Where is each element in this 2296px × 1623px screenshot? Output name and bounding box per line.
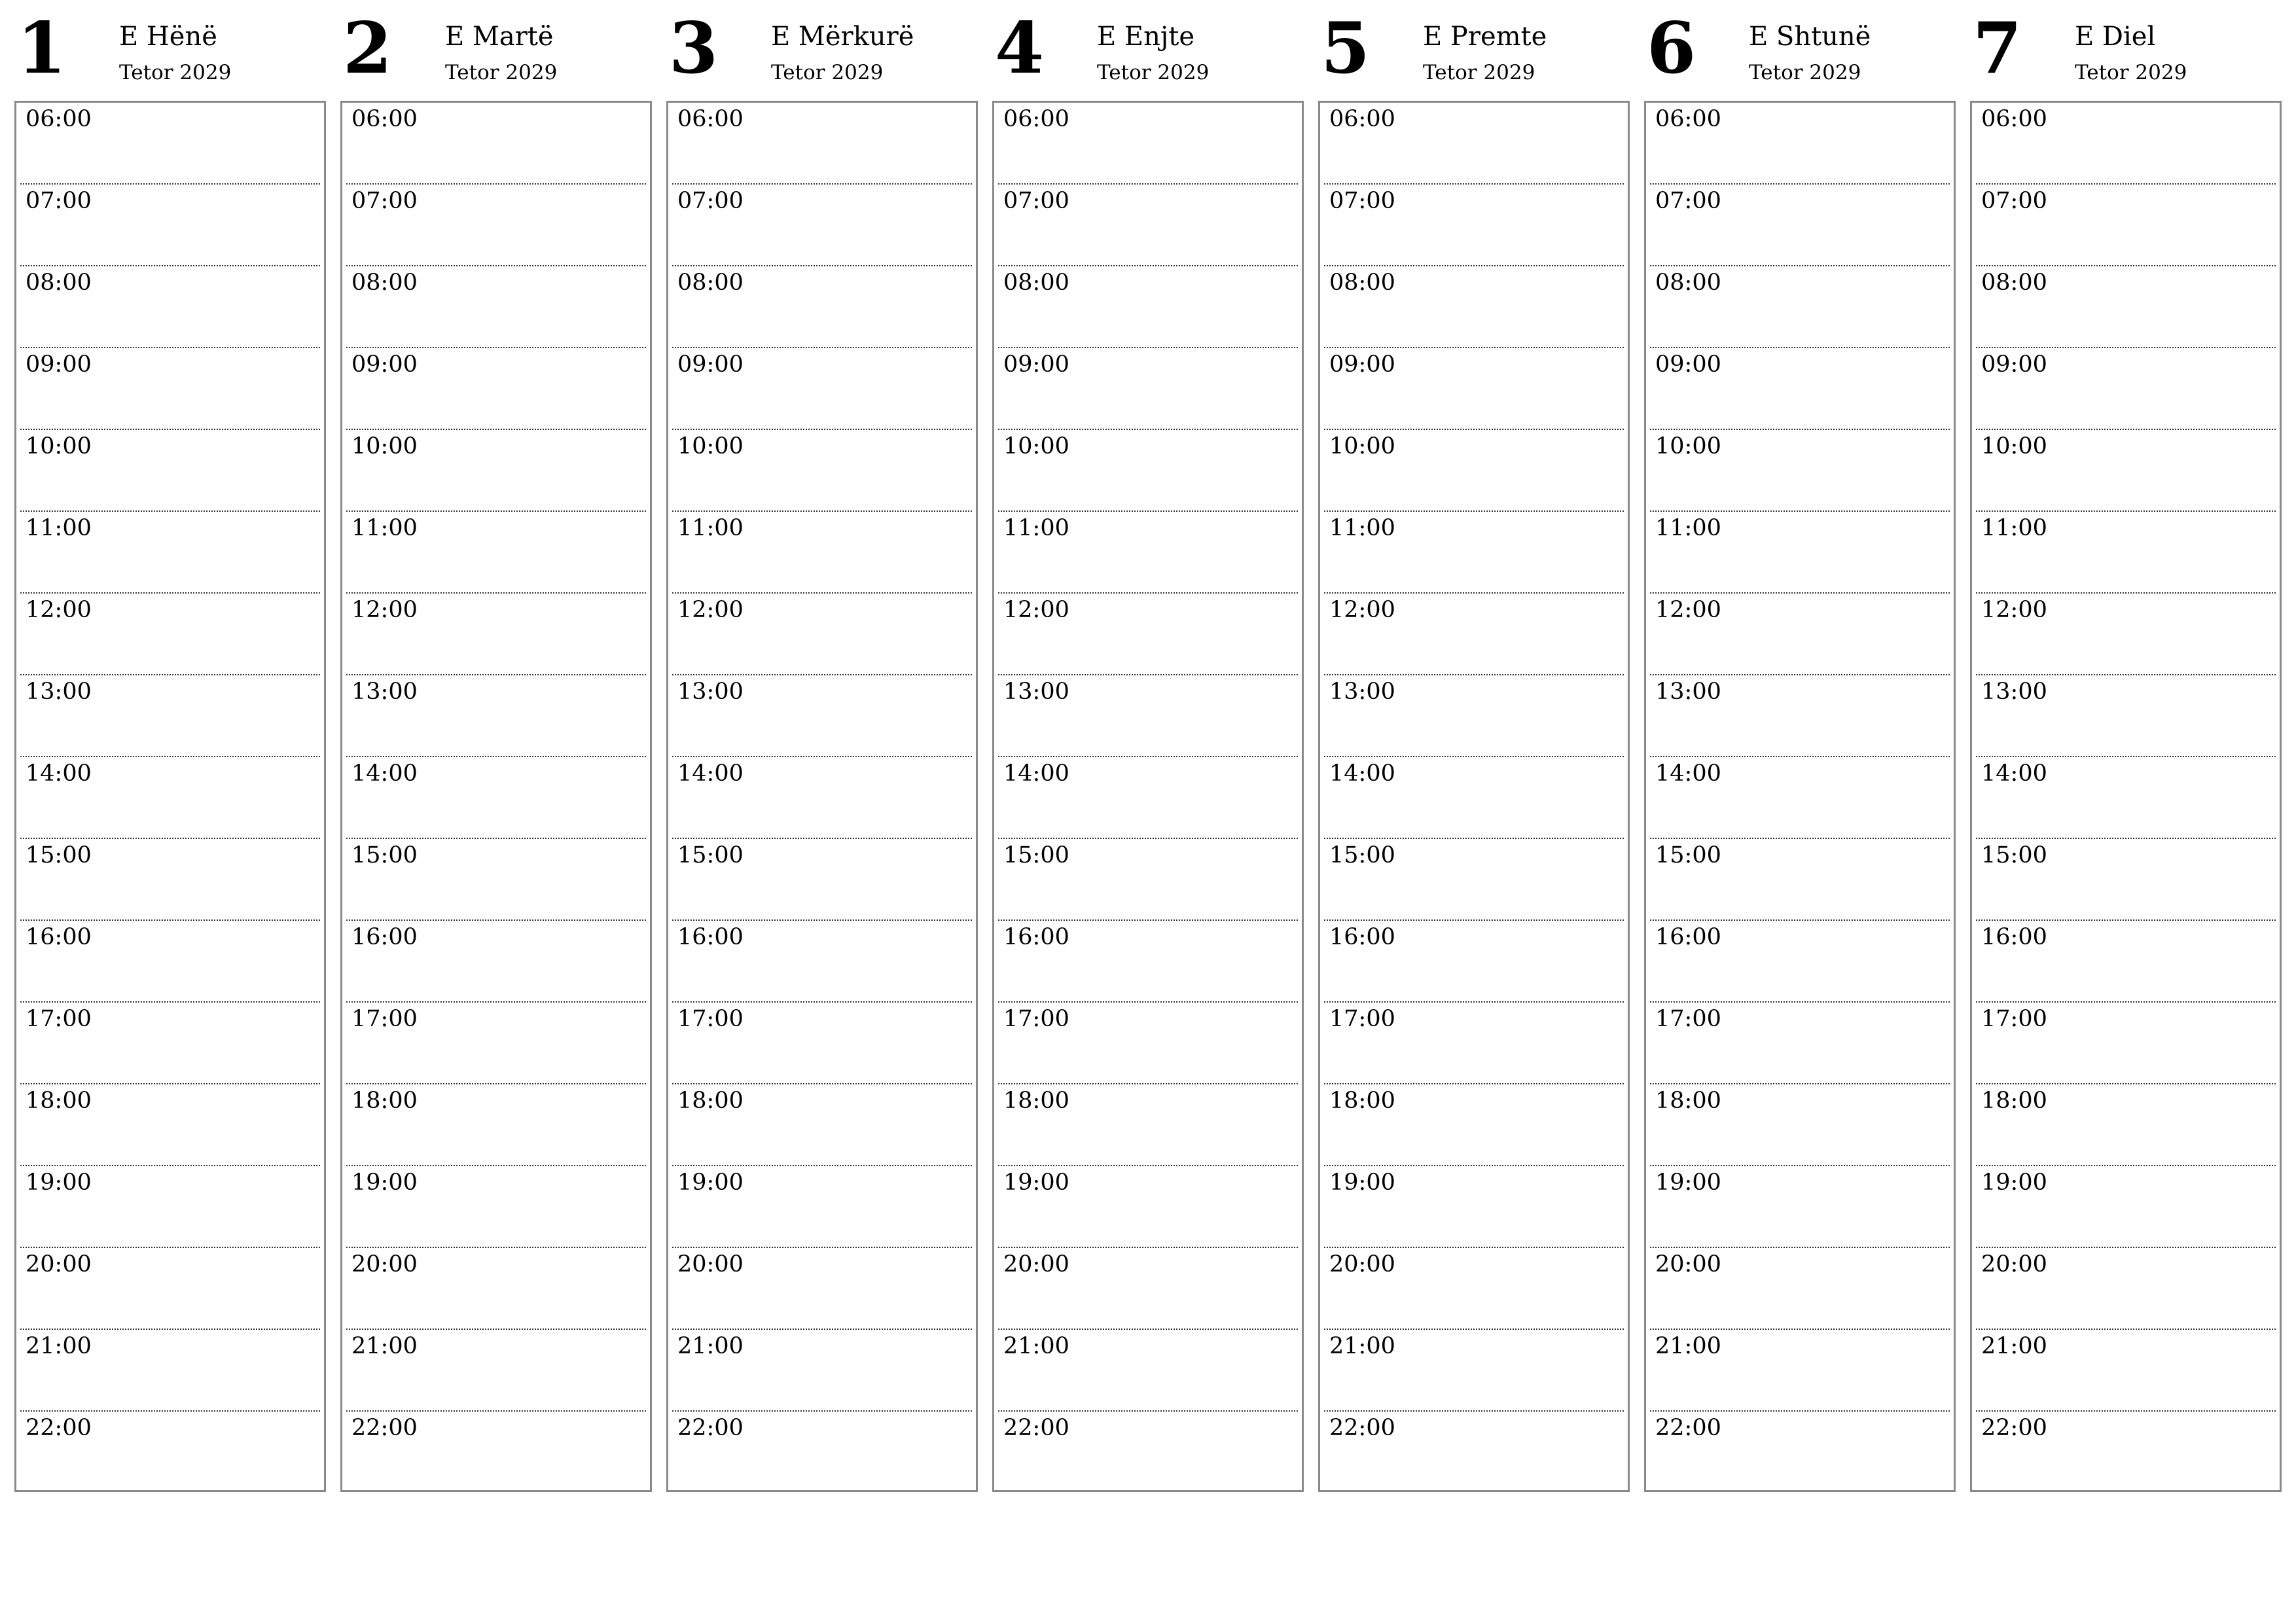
- time-label: 08:00: [1655, 270, 1721, 296]
- time-label: 17:00: [1329, 1006, 1395, 1032]
- time-slot[interactable]: [1650, 1003, 1950, 1084]
- time-slot[interactable]: [1650, 1084, 1950, 1166]
- time-slot[interactable]: [672, 839, 972, 921]
- day-month: Tetor 2029: [771, 61, 884, 84]
- schedule-box: [1644, 101, 1956, 1492]
- time-label: 19:00: [1655, 1169, 1721, 1196]
- day-name: E Martë: [445, 22, 554, 52]
- time-label: 21:00: [1003, 1333, 1069, 1359]
- time-label: 15:00: [1003, 842, 1069, 868]
- time-label: 20:00: [1981, 1251, 2047, 1277]
- time-slot[interactable]: [998, 1003, 1298, 1084]
- day-month: Tetor 2029: [1423, 61, 1535, 84]
- day-month: Tetor 2029: [119, 61, 232, 84]
- time-slot[interactable]: [672, 675, 972, 757]
- time-label: 14:00: [1003, 760, 1069, 787]
- time-label: 13:00: [1655, 679, 1721, 705]
- time-label: 20:00: [677, 1251, 744, 1277]
- time-label: 16:00: [1655, 924, 1721, 950]
- time-label: 20:00: [26, 1251, 92, 1277]
- time-slot[interactable]: [1650, 675, 1950, 757]
- time-slot[interactable]: [1324, 1084, 1624, 1166]
- time-slot[interactable]: [998, 1166, 1298, 1248]
- time-label: 21:00: [677, 1333, 744, 1359]
- time-slot[interactable]: [1324, 1412, 1624, 1493]
- day-number: 1: [17, 7, 67, 90]
- time-slot[interactable]: [998, 512, 1298, 594]
- time-label: 08:00: [26, 270, 92, 296]
- time-label: 15:00: [26, 842, 92, 868]
- time-label: 08:00: [1981, 270, 2047, 296]
- time-label: 14:00: [1981, 760, 2047, 787]
- time-label: 16:00: [1981, 924, 2047, 950]
- time-slot[interactable]: [1976, 430, 2276, 512]
- time-slot[interactable]: [998, 1412, 1298, 1493]
- time-label: 22:00: [351, 1415, 418, 1441]
- day-header: [340, 0, 653, 101]
- time-label: 09:00: [26, 351, 92, 378]
- time-slot[interactable]: [1324, 266, 1624, 348]
- time-label: 07:00: [1003, 188, 1069, 214]
- time-label: 12:00: [1981, 597, 2047, 623]
- time-label: 14:00: [26, 760, 92, 787]
- time-label: 20:00: [1003, 1251, 1069, 1277]
- time-label: 21:00: [1655, 1333, 1721, 1359]
- time-slot[interactable]: [1650, 757, 1950, 839]
- time-slot[interactable]: [1650, 185, 1950, 266]
- time-label: 17:00: [351, 1006, 418, 1032]
- day-column: [1318, 0, 1631, 1441]
- day-header: [1318, 0, 1631, 101]
- time-slot[interactable]: [346, 757, 646, 839]
- time-slot[interactable]: [20, 1412, 320, 1493]
- time-label: 07:00: [26, 188, 92, 214]
- time-label: 07:00: [1655, 188, 1721, 214]
- time-slot[interactable]: [672, 266, 972, 348]
- time-slot[interactable]: [1324, 1330, 1624, 1412]
- time-label: 11:00: [351, 515, 418, 541]
- time-slot[interactable]: [1650, 1248, 1950, 1330]
- time-slot[interactable]: [998, 1248, 1298, 1330]
- time-label: 09:00: [1329, 351, 1395, 378]
- time-slot[interactable]: [1650, 512, 1950, 594]
- time-label: 11:00: [26, 515, 92, 541]
- time-slot[interactable]: [1976, 266, 2276, 348]
- time-slot[interactable]: [1650, 266, 1950, 348]
- time-label: 11:00: [1981, 515, 2047, 541]
- time-slot[interactable]: [998, 675, 1298, 757]
- time-slot[interactable]: [346, 1003, 646, 1084]
- time-slot[interactable]: [1976, 348, 2276, 430]
- time-slot[interactable]: [672, 348, 972, 430]
- time-slot[interactable]: [346, 1412, 646, 1493]
- time-label: 17:00: [1981, 1006, 2047, 1032]
- time-slot[interactable]: [1324, 839, 1624, 921]
- time-label: 10:00: [351, 433, 418, 459]
- time-slot[interactable]: [998, 1084, 1298, 1166]
- time-label: 18:00: [26, 1088, 92, 1114]
- time-label: 08:00: [351, 270, 418, 296]
- day-name: E Premte: [1423, 22, 1547, 52]
- time-label: 10:00: [1003, 433, 1069, 459]
- time-slot[interactable]: [1650, 430, 1950, 512]
- time-slot[interactable]: [1650, 348, 1950, 430]
- time-slot[interactable]: [1976, 921, 2276, 1003]
- time-slot[interactable]: [20, 675, 320, 757]
- time-label: 14:00: [1329, 760, 1395, 787]
- time-slot[interactable]: [998, 103, 1298, 185]
- time-label: 06:00: [26, 106, 92, 132]
- day-number: 5: [1321, 7, 1371, 90]
- time-slot[interactable]: [20, 757, 320, 839]
- schedule-box: [1318, 101, 1630, 1492]
- time-slot[interactable]: [672, 103, 972, 185]
- time-slot[interactable]: [1976, 1412, 2276, 1493]
- time-slot[interactable]: [346, 675, 646, 757]
- time-slot[interactable]: [672, 921, 972, 1003]
- time-label: 06:00: [1003, 106, 1069, 132]
- time-label: 11:00: [1329, 515, 1395, 541]
- time-label: 19:00: [26, 1169, 92, 1196]
- time-slot[interactable]: [20, 103, 320, 185]
- time-slot[interactable]: [1324, 921, 1624, 1003]
- time-slot[interactable]: [20, 185, 320, 266]
- day-name: E Hënë: [119, 22, 217, 52]
- day-month: Tetor 2029: [2075, 61, 2187, 84]
- day-month: Tetor 2029: [1749, 61, 1861, 84]
- time-label: 18:00: [1981, 1088, 2047, 1114]
- time-slot[interactable]: [1976, 512, 2276, 594]
- schedule-box: [666, 101, 978, 1492]
- time-label: 11:00: [677, 515, 744, 541]
- day-header: [1970, 0, 2283, 101]
- time-label: 13:00: [1003, 679, 1069, 705]
- time-label: 08:00: [1003, 270, 1069, 296]
- time-label: 12:00: [351, 597, 418, 623]
- time-label: 21:00: [26, 1333, 92, 1359]
- time-slot[interactable]: [1976, 594, 2276, 675]
- time-label: 09:00: [1981, 351, 2047, 378]
- time-slot[interactable]: [20, 512, 320, 594]
- time-slot[interactable]: [672, 1166, 972, 1248]
- time-label: 09:00: [1655, 351, 1721, 378]
- time-label: 12:00: [1003, 597, 1069, 623]
- time-label: 10:00: [677, 433, 744, 459]
- time-slot[interactable]: [998, 185, 1298, 266]
- time-slot[interactable]: [1976, 185, 2276, 266]
- time-slot[interactable]: [1976, 675, 2276, 757]
- time-slot[interactable]: [672, 757, 972, 839]
- time-slot[interactable]: [1324, 512, 1624, 594]
- time-label: 16:00: [1329, 924, 1395, 950]
- time-slot[interactable]: [672, 594, 972, 675]
- time-label: 17:00: [26, 1006, 92, 1032]
- time-slot[interactable]: [20, 1248, 320, 1330]
- day-month: Tetor 2029: [445, 61, 558, 84]
- time-slot[interactable]: [346, 921, 646, 1003]
- day-column: [1970, 0, 2283, 1441]
- time-slot[interactable]: [1976, 1330, 2276, 1412]
- time-label: 22:00: [1981, 1415, 2047, 1441]
- day-column: [666, 0, 979, 1441]
- time-slot[interactable]: [1976, 103, 2276, 185]
- time-slot[interactable]: [998, 757, 1298, 839]
- time-label: 06:00: [1329, 106, 1395, 132]
- day-name: E Mërkurë: [771, 22, 914, 52]
- time-slot[interactable]: [1650, 921, 1950, 1003]
- time-slot[interactable]: [1976, 1003, 2276, 1084]
- day-column: [1644, 0, 1957, 1441]
- time-slot[interactable]: [20, 921, 320, 1003]
- time-label: 14:00: [1655, 760, 1721, 787]
- time-label: 15:00: [1329, 842, 1395, 868]
- time-slot[interactable]: [346, 594, 646, 675]
- time-label: 06:00: [1655, 106, 1721, 132]
- day-header: [1644, 0, 1957, 101]
- time-slot[interactable]: [672, 1003, 972, 1084]
- time-label: 12:00: [677, 597, 744, 623]
- time-label: 07:00: [677, 188, 744, 214]
- time-slot[interactable]: [346, 185, 646, 266]
- time-slot[interactable]: [346, 512, 646, 594]
- time-slot[interactable]: [20, 1166, 320, 1248]
- time-label: 22:00: [26, 1415, 92, 1441]
- time-slot[interactable]: [1324, 103, 1624, 185]
- time-slot[interactable]: [1324, 1003, 1624, 1084]
- time-label: 06:00: [1981, 106, 2047, 132]
- schedule-box: [14, 101, 326, 1492]
- day-number: 2: [343, 7, 393, 90]
- time-label: 18:00: [351, 1088, 418, 1114]
- day-header: [666, 0, 979, 101]
- time-label: 13:00: [1981, 679, 2047, 705]
- day-number: 7: [1973, 7, 2022, 90]
- time-label: 10:00: [26, 433, 92, 459]
- time-label: 15:00: [1981, 842, 2047, 868]
- time-label: 16:00: [351, 924, 418, 950]
- day-header: [992, 0, 1305, 101]
- time-label: 16:00: [26, 924, 92, 950]
- time-label: 22:00: [677, 1415, 744, 1441]
- time-label: 09:00: [1003, 351, 1069, 378]
- time-label: 22:00: [1003, 1415, 1069, 1441]
- time-slot[interactable]: [20, 1330, 320, 1412]
- time-slot[interactable]: [20, 348, 320, 430]
- time-slot[interactable]: [1650, 594, 1950, 675]
- day-name: E Diel: [2075, 22, 2156, 52]
- time-slot[interactable]: [1324, 757, 1624, 839]
- time-slot[interactable]: [998, 430, 1298, 512]
- time-label: 09:00: [351, 351, 418, 378]
- day-number: 4: [995, 7, 1045, 90]
- time-label: 16:00: [677, 924, 744, 950]
- day-column: [992, 0, 1305, 1441]
- time-label: 13:00: [1329, 679, 1395, 705]
- time-label: 13:00: [677, 679, 744, 705]
- time-slot[interactable]: [1650, 839, 1950, 921]
- time-slot[interactable]: [346, 103, 646, 185]
- time-slot[interactable]: [346, 1330, 646, 1412]
- time-slot[interactable]: [998, 266, 1298, 348]
- time-slot[interactable]: [1324, 430, 1624, 512]
- day-number: 6: [1647, 7, 1696, 90]
- time-label: 07:00: [1329, 188, 1395, 214]
- time-slot[interactable]: [346, 1166, 646, 1248]
- time-slot[interactable]: [1324, 348, 1624, 430]
- time-slot[interactable]: [1324, 185, 1624, 266]
- time-label: 19:00: [1981, 1169, 2047, 1196]
- time-label: 07:00: [1981, 188, 2047, 214]
- time-slot[interactable]: [1650, 1412, 1950, 1493]
- time-slot[interactable]: [346, 839, 646, 921]
- time-label: 16:00: [1003, 924, 1069, 950]
- time-slot[interactable]: [998, 839, 1298, 921]
- time-slot[interactable]: [1650, 1166, 1950, 1248]
- time-slot[interactable]: [1324, 1166, 1624, 1248]
- time-slot[interactable]: [1324, 1248, 1624, 1330]
- time-slot[interactable]: [672, 1084, 972, 1166]
- day-name: E Shtunë: [1749, 22, 1871, 52]
- time-slot[interactable]: [346, 1248, 646, 1330]
- time-slot[interactable]: [346, 266, 646, 348]
- schedule-box: [340, 101, 652, 1492]
- time-slot[interactable]: [20, 266, 320, 348]
- day-column: [14, 0, 327, 1441]
- day-month: Tetor 2029: [1097, 61, 1210, 84]
- time-label: 12:00: [26, 597, 92, 623]
- time-label: 22:00: [1655, 1415, 1721, 1441]
- time-label: 19:00: [351, 1169, 418, 1196]
- time-slot[interactable]: [20, 1084, 320, 1166]
- time-slot[interactable]: [672, 1248, 972, 1330]
- time-label: 11:00: [1003, 515, 1069, 541]
- time-label: 15:00: [351, 842, 418, 868]
- time-label: 07:00: [351, 188, 418, 214]
- schedule-box: [992, 101, 1304, 1492]
- time-label: 15:00: [1655, 842, 1721, 868]
- time-slot[interactable]: [672, 1412, 972, 1493]
- day-number: 3: [669, 7, 719, 90]
- time-label: 17:00: [1003, 1006, 1069, 1032]
- time-label: 18:00: [1329, 1088, 1395, 1114]
- time-slot[interactable]: [672, 512, 972, 594]
- time-slot[interactable]: [1324, 594, 1624, 675]
- day-header: [14, 0, 327, 101]
- schedule-box: [1970, 101, 2282, 1492]
- time-label: 19:00: [1003, 1169, 1069, 1196]
- time-slot[interactable]: [672, 430, 972, 512]
- time-slot[interactable]: [20, 594, 320, 675]
- time-slot[interactable]: [672, 185, 972, 266]
- time-label: 21:00: [351, 1333, 418, 1359]
- time-label: 17:00: [677, 1006, 744, 1032]
- time-slot[interactable]: [346, 1084, 646, 1166]
- time-label: 15:00: [677, 842, 744, 868]
- time-label: 14:00: [351, 760, 418, 787]
- time-slot[interactable]: [1650, 103, 1950, 185]
- time-label: 21:00: [1981, 1333, 2047, 1359]
- time-label: 12:00: [1655, 597, 1721, 623]
- time-label: 20:00: [1329, 1251, 1395, 1277]
- time-label: 09:00: [677, 351, 744, 378]
- time-slot[interactable]: [346, 430, 646, 512]
- time-slot[interactable]: [20, 430, 320, 512]
- day-name: E Enjte: [1097, 22, 1195, 52]
- time-slot[interactable]: [346, 348, 646, 430]
- time-slot[interactable]: [998, 1330, 1298, 1412]
- time-slot[interactable]: [1324, 675, 1624, 757]
- time-slot[interactable]: [1976, 757, 2276, 839]
- time-label: 13:00: [351, 679, 418, 705]
- time-label: 18:00: [1655, 1088, 1721, 1114]
- time-slot[interactable]: [1976, 1248, 2276, 1330]
- time-label: 08:00: [1329, 270, 1395, 296]
- time-slot[interactable]: [1976, 1084, 2276, 1166]
- time-label: 10:00: [1329, 433, 1395, 459]
- time-label: 20:00: [351, 1251, 418, 1277]
- time-label: 12:00: [1329, 597, 1395, 623]
- time-label: 10:00: [1981, 433, 2047, 459]
- time-label: 11:00: [1655, 515, 1721, 541]
- time-label: 19:00: [1329, 1169, 1395, 1196]
- time-slot[interactable]: [1976, 839, 2276, 921]
- time-label: 10:00: [1655, 433, 1721, 459]
- time-label: 21:00: [1329, 1333, 1395, 1359]
- time-label: 14:00: [677, 760, 744, 787]
- time-label: 18:00: [1003, 1088, 1069, 1114]
- time-label: 22:00: [1329, 1415, 1395, 1441]
- time-label: 13:00: [26, 679, 92, 705]
- time-slot[interactable]: [1650, 1330, 1950, 1412]
- time-slot[interactable]: [672, 1330, 972, 1412]
- time-label: 06:00: [677, 106, 744, 132]
- time-label: 17:00: [1655, 1006, 1721, 1032]
- time-slot[interactable]: [1976, 1166, 2276, 1248]
- time-label: 06:00: [351, 106, 418, 132]
- time-slot[interactable]: [998, 921, 1298, 1003]
- time-label: 18:00: [677, 1088, 744, 1114]
- day-column: [340, 0, 653, 1441]
- time-label: 20:00: [1655, 1251, 1721, 1277]
- time-label: 19:00: [677, 1169, 744, 1196]
- time-slot[interactable]: [20, 839, 320, 921]
- time-slot[interactable]: [20, 1003, 320, 1084]
- time-slot[interactable]: [998, 348, 1298, 430]
- time-slot[interactable]: [998, 594, 1298, 675]
- time-label: 08:00: [677, 270, 744, 296]
